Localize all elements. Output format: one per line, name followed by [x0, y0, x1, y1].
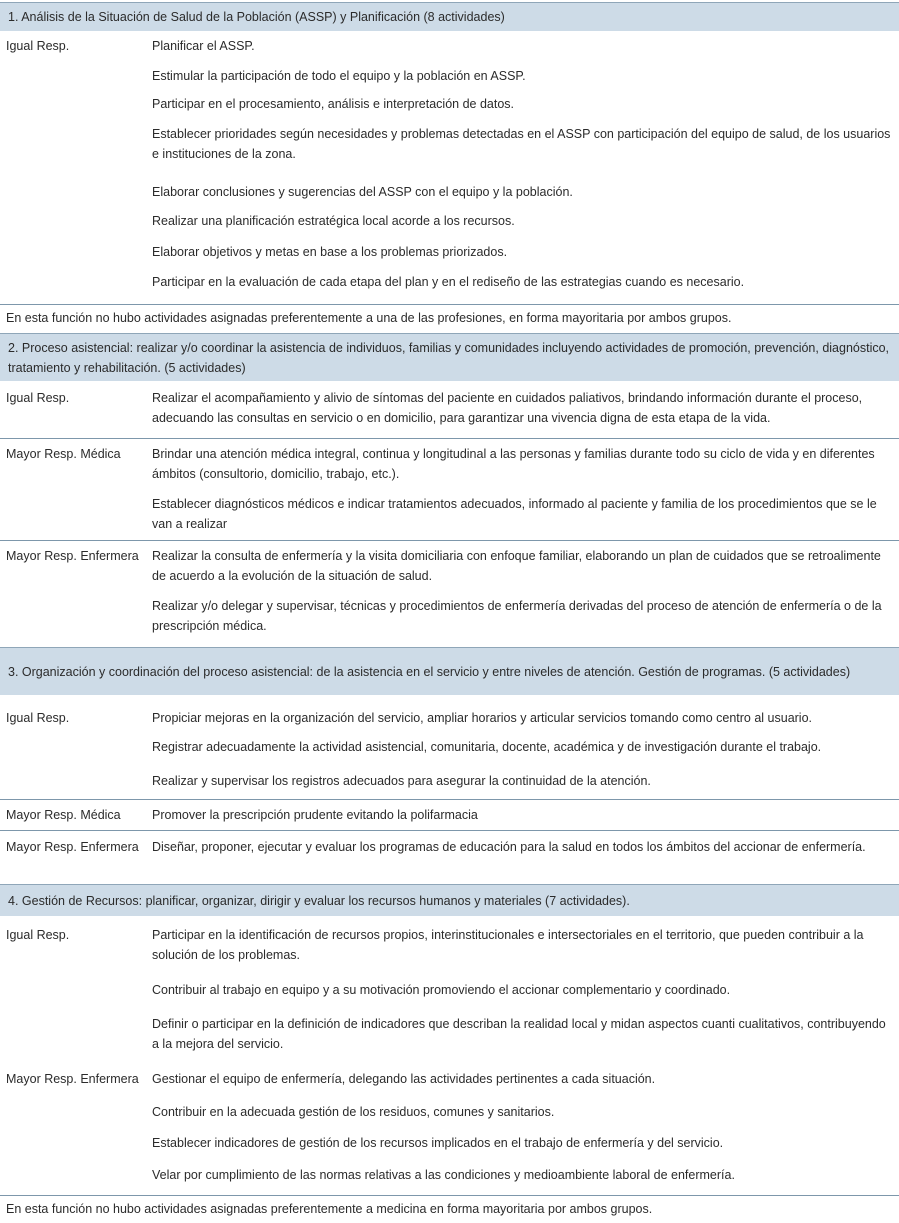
- section-note: En esta función no hubo actividades asignadas preferentemente a una de las profesiones, en forma mayoritaria por ambos grupos.: [6, 311, 732, 325]
- activity-item: Establecer prioridades según necesidades y problemas detectadas en el ASSP con participación del equipo de salud, de los usuarios e instituciones de la zona.: [152, 127, 891, 161]
- section-1-header: [0, 2, 899, 31]
- section-note: En esta función no hubo actividades asignadas preferentemente a medicina en forma mayoritaria por ambos grupos.: [6, 1202, 653, 1216]
- section-2-header: [0, 333, 899, 381]
- group-label: Mayor Resp. Enfermera: [6, 1072, 139, 1086]
- row-divider: [0, 1195, 899, 1196]
- activity-item: Estimular la participación de todo el equipo y la población en ASSP.: [152, 69, 526, 83]
- activity-item: Participar en la evaluación de cada etapa del plan y en el rediseño de las estrategias cuando es necesario.: [152, 275, 745, 289]
- activity-item: Diseñar, proponer, ejecutar y evaluar los programas de educación para la salud en todos los ámbitos del accionar de enfermería.: [152, 840, 866, 854]
- row-divider: [0, 438, 899, 439]
- group-label: Igual Resp.: [6, 391, 70, 405]
- activity-item: Realizar y/o delegar y supervisar, técnicas y procedimientos de enfermería derivadas del proceso de atención de enfermería o de la prescripción médica.: [152, 599, 882, 633]
- group-label: Igual Resp.: [6, 928, 70, 942]
- activity-item: Establecer indicadores de gestión de los recursos implicados en el trabajo de enfermería y del servicio.: [152, 1136, 724, 1150]
- activity-item: Contribuir en la adecuada gestión de los residuos, comunes y sanitarios.: [152, 1105, 555, 1119]
- activity-item: Promover la prescripción prudente evitando la polifarmacia: [152, 808, 478, 822]
- activity-item: Realizar la consulta de enfermería y la visita domiciliaria con enfoque familiar, elaborando un plan de cuidados que se retroalimente de acuerdo a la evolución de la situación de salud.: [152, 549, 881, 583]
- row-divider: [0, 799, 899, 800]
- activity-item: Velar por cumplimiento de las normas relativas a las condiciones y medioambiente laboral de enfermería.: [152, 1168, 735, 1182]
- group-label: Mayor Resp. Enfermera: [6, 549, 139, 563]
- activity-item: Realizar y supervisar los registros adecuados para asegurar la continuidad de la atención.: [152, 774, 651, 788]
- group-label: Mayor Resp. Médica: [6, 447, 121, 461]
- activity-item: Propiciar mejoras en la organización del servicio, ampliar horarios y articular servicios tomando como centro al usuario.: [152, 711, 813, 725]
- activity-item: Registrar adecuadamente la actividad asistencial, comunitaria, docente, académica y de investigación durante el trabajo.: [152, 740, 822, 754]
- row-divider: [0, 304, 899, 305]
- group-label: Mayor Resp. Enfermera: [6, 840, 139, 854]
- activity-item: Definir o participar en la definición de indicadores que describan la realidad local y midan aspectos cuanti cualitativos, contribuyendo a la mejora del servicio.: [152, 1017, 886, 1051]
- section-title: 3. Organización y coordinación del proceso asistencial: de la asistencia en el servicio y entre niveles de atención. Gestión de programas. (5 actividades): [8, 664, 851, 679]
- activity-item: Realizar una planificación estratégica local acorde a los recursos.: [152, 214, 515, 228]
- activity-item: Planificar el ASSP.: [152, 39, 255, 53]
- row-divider: [0, 830, 899, 831]
- activity-item: Establecer diagnósticos médicos e indicar tratamientos adecuados, informado al paciente y familia de los procedimientos que se le van a realizar: [152, 497, 877, 531]
- activity-item: Participar en el procesamiento, análisis e interpretación de datos.: [152, 97, 515, 111]
- activity-item: Gestionar el equipo de enfermería, delegando las actividades pertinentes a cada situación.: [152, 1072, 656, 1086]
- activity-item: Realizar el acompañamiento y alivio de síntomas del paciente en cuidados paliativos, brindando información durante el proceso, adecuando las consultas en servicio o en domicilio, para garantizar una vivencia digna de esta etapa de la vida.: [152, 391, 863, 425]
- activity-item: Elaborar conclusiones y sugerencias del ASSP con el equipo y la población.: [152, 185, 573, 199]
- row-divider: [0, 540, 899, 541]
- activity-item: Brindar una atención médica integral, continua y longitudinal a las personas y familias durante todo su ciclo de vida y en diferentes ámbitos (consultorio, domicilio, trabajo, etc.).: [152, 447, 875, 481]
- section-title: 4. Gestión de Recursos: planificar, organizar, dirigir y evaluar los recursos humanos y materiales (7 actividades).: [8, 893, 630, 908]
- activity-item: Elaborar objetivos y metas en base a los problemas priorizados.: [152, 245, 508, 259]
- activity-item: Contribuir al trabajo en equipo y a su motivación promoviendo el accionar complementario y coordinado.: [152, 983, 731, 997]
- group-label: Igual Resp.: [6, 711, 70, 725]
- section-title: 2. Proceso asistencial: realizar y/o coordinar la asistencia de individuos, familias y comunidades incluyendo actividades de promoción, prevención, diagnóstico, tratamiento y rehabilitación. (5 actividades): [8, 340, 890, 375]
- section-3-header: [0, 647, 899, 695]
- section-title: 1. Análisis de la Situación de Salud de la Población (ASSP) y Planificación (8 actividades): [8, 10, 505, 24]
- group-label: Igual Resp.: [6, 39, 70, 53]
- section-4-header: [0, 884, 899, 916]
- group-label: Mayor Resp. Médica: [6, 808, 121, 822]
- activity-item: Participar en la identificación de recursos propios, interinstitucionales e intersectoriales en el territorio, que pueden contribuir a la solución de los problemas.: [152, 928, 864, 962]
